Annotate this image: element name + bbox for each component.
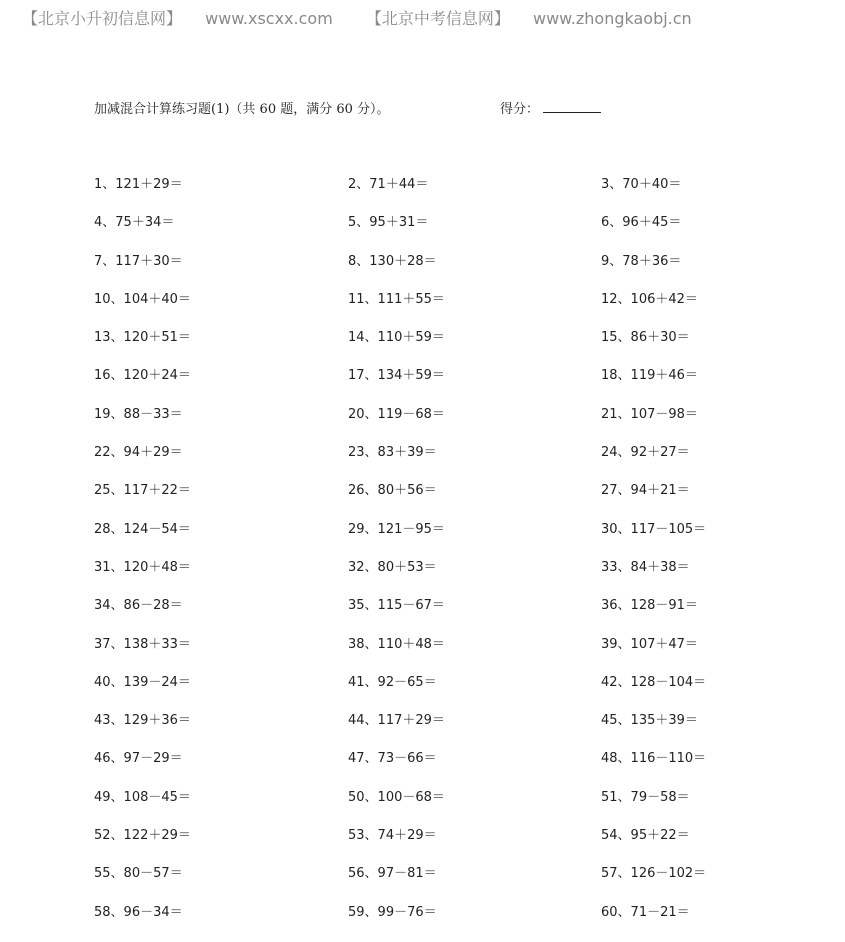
problem-1: 1、121＋29＝ <box>94 177 183 192</box>
problem-8: 8、130＋28＝ <box>348 253 437 269</box>
header-url-primary-school[interactable]: www.xscxx.com <box>205 9 333 28</box>
problem-54: 54、95＋22＝ <box>601 828 690 844</box>
header-site-primary-school: 【北京小升初信息网】 <box>22 9 183 28</box>
problem-row <box>94 518 814 556</box>
problem-48: 48、116－110＝ <box>601 751 707 767</box>
problem-row <box>94 441 814 479</box>
problem-40: 40、139－24＝ <box>94 674 191 690</box>
problem-58: 58、96－34＝ <box>94 904 183 920</box>
problem-34: 34、86－28＝ <box>94 598 183 614</box>
problem-43: 43、129＋36＝ <box>94 713 191 729</box>
problem-59: 59、99－76＝ <box>348 904 437 920</box>
problem-row <box>94 901 814 939</box>
problem-row <box>94 594 814 632</box>
page-header <box>22 6 692 29</box>
problem-13: 13、120＋51＝ <box>94 330 191 346</box>
problem-56: 56、97－81＝ <box>348 866 437 882</box>
problem-3: 3、70＋40＝ <box>601 177 682 192</box>
problem-row <box>94 824 814 862</box>
problem-row <box>94 479 814 517</box>
problem-6: 6、96＋45＝ <box>601 215 682 231</box>
problem-45: 45、135＋39＝ <box>601 713 698 729</box>
problem-51: 51、79－58＝ <box>601 789 690 805</box>
problem-12: 12、106＋42＝ <box>601 291 698 307</box>
problem-60: 60、71－21＝ <box>601 904 690 920</box>
problem-37: 37、138＋33＝ <box>94 636 191 652</box>
problem-36: 36、128－91＝ <box>601 598 698 614</box>
problem-39: 39、107＋47＝ <box>601 636 698 652</box>
problem-5: 5、95＋31＝ <box>348 215 429 231</box>
problem-row <box>94 364 814 402</box>
header-site-middle-school: 【北京中考信息网】 <box>365 9 510 28</box>
problem-row <box>94 211 814 249</box>
header-url-middle-school[interactable]: www.zhongkaobj.cn <box>532 9 692 28</box>
problem-26: 26、80＋56＝ <box>348 483 437 499</box>
problem-18: 18、119＋46＝ <box>601 368 698 384</box>
problem-29: 29、121－95＝ <box>348 521 445 537</box>
problem-row <box>94 403 814 441</box>
problem-42: 42、128－104＝ <box>601 674 707 690</box>
problem-38: 38、110＋48＝ <box>348 636 445 652</box>
score-blank[interactable] <box>543 100 601 113</box>
problem-2: 2、71＋44＝ <box>348 177 429 192</box>
problem-50: 50、100－68＝ <box>348 789 445 805</box>
problem-14: 14、110＋59＝ <box>348 330 445 346</box>
problem-41: 41、92－65＝ <box>348 674 437 690</box>
problem-row <box>94 326 814 364</box>
problem-row <box>94 556 814 594</box>
problem-row <box>94 786 814 824</box>
problem-23: 23、83＋39＝ <box>348 445 437 461</box>
problem-4: 4、75＋34＝ <box>94 215 175 231</box>
problem-17: 17、134＋59＝ <box>348 368 445 384</box>
problem-35: 35、115－67＝ <box>348 598 445 614</box>
problem-9: 9、78＋36＝ <box>601 253 682 269</box>
problem-49: 49、108－45＝ <box>94 789 191 805</box>
problem-31: 31、120＋48＝ <box>94 559 191 575</box>
problem-7: 7、117＋30＝ <box>94 253 183 269</box>
problem-20: 20、119－68＝ <box>348 406 445 422</box>
problem-row <box>94 288 814 326</box>
problem-19: 19、88－33＝ <box>94 406 183 422</box>
problem-22: 22、94＋29＝ <box>94 445 183 461</box>
problem-32: 32、80＋53＝ <box>348 559 437 575</box>
problem-44: 44、117＋29＝ <box>348 713 445 729</box>
problem-row <box>94 671 814 709</box>
problem-row <box>94 862 814 900</box>
problem-55: 55、80－57＝ <box>94 866 183 882</box>
problem-52: 52、122＋29＝ <box>94 828 191 844</box>
score-field <box>500 98 601 117</box>
problem-row <box>94 709 814 747</box>
problem-10: 10、104＋40＝ <box>94 291 191 307</box>
problem-28: 28、124－54＝ <box>94 521 191 537</box>
problem-27: 27、94＋21＝ <box>601 483 690 499</box>
problem-15: 15、86＋30＝ <box>601 330 690 346</box>
problem-24: 24、92＋27＝ <box>601 445 690 461</box>
problem-21: 21、107－98＝ <box>601 406 698 422</box>
problem-16: 16、120＋24＝ <box>94 368 191 384</box>
problem-11: 11、111＋55＝ <box>348 291 445 307</box>
problem-row <box>94 633 814 671</box>
problem-25: 25、117＋22＝ <box>94 483 191 499</box>
problem-57: 57、126－102＝ <box>601 866 707 882</box>
score-label: 得分： <box>500 102 540 117</box>
worksheet-title: 加减混合计算练习题(1)（共 60 题，满分 60 分）。 <box>94 102 390 117</box>
problem-47: 47、73－66＝ <box>348 751 437 767</box>
problem-grid <box>94 173 814 939</box>
problem-row <box>94 250 814 288</box>
problem-46: 46、97－29＝ <box>94 751 183 767</box>
problem-row <box>94 747 814 785</box>
problem-row <box>94 173 814 211</box>
problem-30: 30、117－105＝ <box>601 521 707 537</box>
problem-53: 53、74＋29＝ <box>348 828 437 844</box>
problem-33: 33、84＋38＝ <box>601 559 690 575</box>
